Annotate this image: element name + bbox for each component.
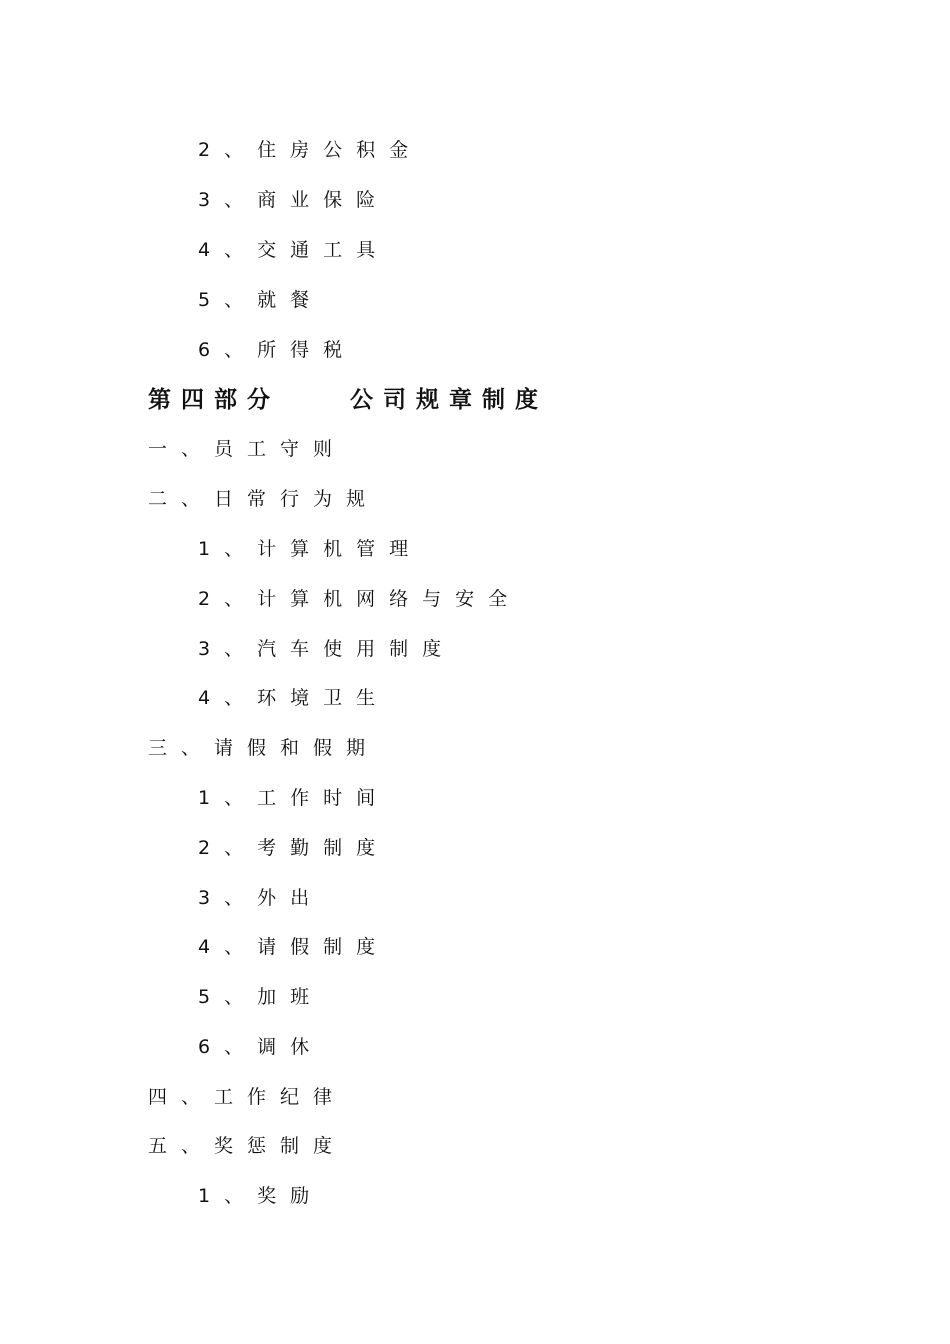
list-item: 3、商业保险 — [198, 189, 390, 211]
list-item: 2、住房公积金 — [198, 139, 423, 161]
list-item: 5、加班 — [198, 986, 324, 1008]
list-item: 6、所得税 — [198, 339, 357, 361]
list-item: 5、就餐 — [198, 289, 324, 311]
list-item: 6、调休 — [198, 1036, 324, 1058]
list-item: 4、请假制度 — [198, 936, 390, 958]
section-heading: 三、请假和假期 — [148, 737, 380, 759]
list-item: 1、奖励 — [198, 1185, 324, 1207]
list-item: 2、计算机网络与安全 — [198, 588, 522, 610]
section-heading: 五、奖惩制度 — [148, 1135, 347, 1157]
list-item: 4、交通工具 — [198, 239, 390, 261]
list-item: 3、外出 — [198, 887, 324, 909]
section-heading: 一、员工守则 — [148, 438, 347, 460]
list-item: 1、工作时间 — [198, 787, 390, 809]
part-label: 第四部分 — [148, 387, 280, 413]
section-heading: 四、工作纪律 — [148, 1086, 347, 1108]
section-heading: 二、日常行为规 — [148, 488, 380, 510]
list-item: 3、汽车使用制度 — [198, 638, 456, 660]
list-item: 1、计算机管理 — [198, 538, 423, 560]
list-item: 2、考勤制度 — [198, 837, 390, 859]
part-title: 公司规章制度 — [350, 387, 548, 413]
list-item: 4、环境卫生 — [198, 687, 390, 709]
part-heading — [148, 386, 548, 414]
